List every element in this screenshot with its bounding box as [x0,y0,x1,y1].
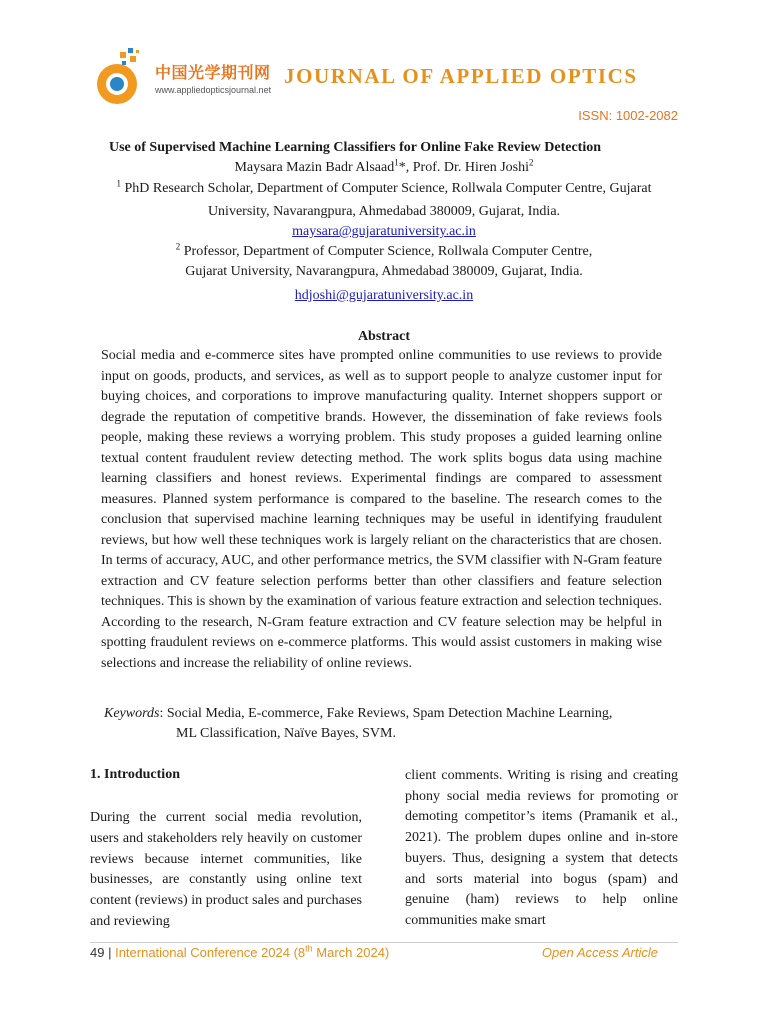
affiliation-2: $^2$ Professor, Department of Computer Science, Rollwala Computer Centre, [175,241,593,259]
abstract-heading: Abstract [357,329,411,344]
journal-name: JOURNAL OF APPLIED OPTICS [284,64,638,88]
page-number: 49 [90,945,105,960]
keywords-list-line-2: ML Classification, Naïve Bayes, SVM. [176,726,396,741]
email-link-1[interactable]: maysara@gujaratuniversity.ac.in [292,224,476,239]
authors: Maysara Mazin Badr Alsaad$^1$*, Prof. Dr. Hiren Joshi$^2$ [234,157,534,175]
affiliation-2-email [90,286,678,306]
footer-page-info: 49 | International Conference 2024 (8th March 2024) [90,943,390,960]
affiliation-1-email [90,222,678,242]
issn: ISSN: 1002-2082 [578,108,678,123]
journal-website: www.appliedopticsjournal.net [155,85,272,95]
footer-divider [90,942,678,943]
intro-column-left: During the current social media revolution, users and stakeholders rely heavily on customer reviews because internet communities, like businesses, are constantly using online text content (reviews) in product sales and purchases and reviewing [90,810,362,929]
keywords-label: Keywords [104,706,160,721]
conference-name: International Conference 2024 (8th March 2024) [115,943,390,960]
affiliation-2-line-2: Gujarat University, Navarangpura, Ahmedabad 380009, Gujarat, India. [185,264,583,279]
open-access-label: Open Access Article [541,945,658,960]
paper-title: Use of Supervised Machine Learning Classifiers for Online Fake Review Detection [108,140,602,155]
abstract-body: Social media and e-commerce sites have prompted online communities to use reviews to provide input on goods, products, and services, as well as to support people to analyze customer input for buying choices, and corporations to improve manufacturing quality. Internet shoppers support or degrade the reputation of competitive brands. However, the dissemination of fake reviews fools people, making these reviews a worrying problem. This study proposes a guided learning online textual content fraudulent review detecting method. The work splits bogus data using machine learning classifiers and honest reviews. Experimental findings are compared to assessment measures. Planned system performance is compared to the baseline. The research comes to the conclusion that supervised machine learning techniques may be useful in identifying fraudulent reviews, but how well these techniques work is largely reliant on the characteristics that are chosen. In terms of accuracy, AUC, and other performance metrics, the SVM classifier with N-Gram feature extraction and CV feature selection performs better than other classifiers and feature selection techniques. This is shown by the examination of various feature extraction and selection techniques. According to the research, N-Gram feature extraction and CV feature selection may be helpful in spotting fraudulent reviews on e-commerce platforms. This would assist customers in making wise selections and increase the reliability of online reviews. [101,348,662,671]
journal-logo-icon [90,44,150,106]
email-link-2[interactable]: hdjoshi@gujaratuniversity.ac.in [294,288,474,303]
section-heading-introduction: 1. Introduction [90,767,180,782]
keywords [104,704,674,744]
intro-column-right: client comments. Writing is rising and creating phony social media reviews for promoting or demoting competitor’s items (Pramanik et al., 2021). The problem dupes online and in-store buyers. Thus, designing a system that detects and sorts material into bogus (spam) and genuine (ham) reviews to help online communities make smart [405,768,678,928]
affiliation-1: $^1$ PhD Research Scholar, Department of Computer Science, Rollwala Computer Centre, Gujarat [116,178,652,196]
keywords-list: : Social Media, E-commerce, Fake Reviews, Spam Detection Machine Learning, [159,706,613,721]
journal-chinese-name: 中国光学期刊网 [155,63,271,82]
affiliation-1-line-2: University, Navarangpura, Ahmedabad 380009, Gujarat, India. [207,204,561,219]
